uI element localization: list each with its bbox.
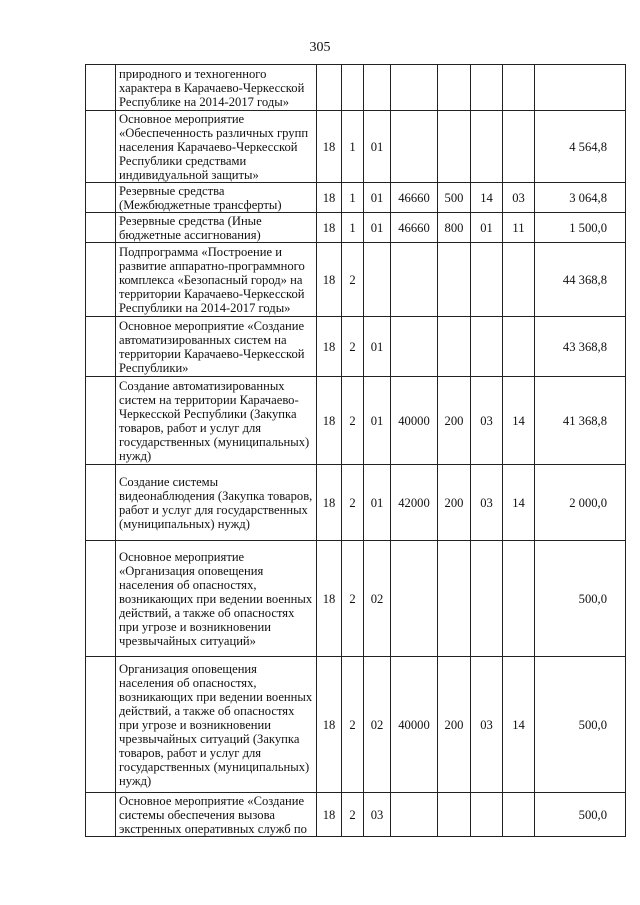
code-cell-c6: 01 xyxy=(471,213,503,243)
code-cell-c2: 2 xyxy=(342,465,364,541)
table-row xyxy=(86,243,626,317)
code-cell-c7: 14 xyxy=(503,657,535,793)
table-body xyxy=(86,65,626,837)
code-cell-c1 xyxy=(317,65,342,111)
code-cell-c5: 200 xyxy=(438,377,471,465)
description-cell: Основное мероприятие «Обеспеченность различных групп населения Карачаево-Черкесской Республики средствами индивидуальной защиты» xyxy=(116,111,317,183)
code-cell-c4 xyxy=(391,793,438,837)
code-cell-c2: 1 xyxy=(342,111,364,183)
amount-cell xyxy=(535,65,626,111)
code-cell-c4 xyxy=(391,541,438,657)
table-row xyxy=(86,377,626,465)
code-cell-c5 xyxy=(438,111,471,183)
row-number-cell xyxy=(86,243,116,317)
code-cell-c6 xyxy=(471,243,503,317)
amount-cell: 2 000,0 xyxy=(535,465,626,541)
code-cell-c6 xyxy=(471,541,503,657)
code-cell-c3: 02 xyxy=(364,541,391,657)
row-number-cell xyxy=(86,183,116,213)
code-cell-c6: 14 xyxy=(471,183,503,213)
code-cell-c2: 2 xyxy=(342,243,364,317)
amount-cell: 4 564,8 xyxy=(535,111,626,183)
table-row xyxy=(86,657,626,793)
code-cell-c1: 18 xyxy=(317,111,342,183)
row-number-cell xyxy=(86,65,116,111)
code-cell-c6: 03 xyxy=(471,377,503,465)
description-cell: природного и техногенного характера в Карачаево-Черкесской Республике на 2014-2017 годы» xyxy=(116,65,317,111)
code-cell-c7 xyxy=(503,65,535,111)
code-cell-c2: 2 xyxy=(342,793,364,837)
code-cell-c7 xyxy=(503,111,535,183)
code-cell-c5: 800 xyxy=(438,213,471,243)
code-cell-c1: 18 xyxy=(317,183,342,213)
code-cell-c5: 200 xyxy=(438,465,471,541)
code-cell-c3: 03 xyxy=(364,793,391,837)
code-cell-c4: 42000 xyxy=(391,465,438,541)
code-cell-c5 xyxy=(438,541,471,657)
description-cell: Организация оповещения населения об опасностях, возникающих при ведении военных действий, а также об опасностях при угрозе и возникновении чрезвычайных ситуаций (Закупка товаров, работ и услуг для государственных (муниципальных) нужд) xyxy=(116,657,317,793)
code-cell-c7 xyxy=(503,793,535,837)
code-cell-c4 xyxy=(391,111,438,183)
description-cell: Подпрограмма «Построение и развитие аппаратно-программного комплекса «Безопасный город» на территории Карачаево-Черкесской Республики на 2014-2017 годы» xyxy=(116,243,317,317)
code-cell-c3: 01 xyxy=(364,377,391,465)
table-row xyxy=(86,541,626,657)
code-cell-c3: 02 xyxy=(364,657,391,793)
row-number-cell xyxy=(86,541,116,657)
budget-table xyxy=(85,64,626,837)
table-row xyxy=(86,793,626,837)
table-row xyxy=(86,183,626,213)
amount-cell: 1 500,0 xyxy=(535,213,626,243)
row-number-cell xyxy=(86,317,116,377)
code-cell-c1: 18 xyxy=(317,213,342,243)
description-cell: Основное мероприятие «Создание автоматизированных систем на территории Карачаево-Черкесской Республики» xyxy=(116,317,317,377)
code-cell-c7 xyxy=(503,317,535,377)
code-cell-c2: 1 xyxy=(342,183,364,213)
amount-cell: 44 368,8 xyxy=(535,243,626,317)
code-cell-c6: 03 xyxy=(471,465,503,541)
amount-cell: 500,0 xyxy=(535,657,626,793)
table-row xyxy=(86,465,626,541)
code-cell-c1: 18 xyxy=(317,541,342,657)
amount-cell: 3 064,8 xyxy=(535,183,626,213)
description-cell: Основное мероприятие «Создание системы обеспечения вызова экстренных оперативных служб по xyxy=(116,793,317,837)
code-cell-c1: 18 xyxy=(317,657,342,793)
code-cell-c7: 03 xyxy=(503,183,535,213)
description-cell: Создание системы видеонаблюдения (Закупка товаров, работ и услуг для государственных (муниципальных) нужд) xyxy=(116,465,317,541)
code-cell-c7 xyxy=(503,243,535,317)
code-cell-c2: 2 xyxy=(342,541,364,657)
code-cell-c4: 40000 xyxy=(391,657,438,793)
code-cell-c6 xyxy=(471,793,503,837)
code-cell-c4 xyxy=(391,243,438,317)
description-cell: Резервные средства (Межбюджетные трансферты) xyxy=(116,183,317,213)
code-cell-c2: 2 xyxy=(342,657,364,793)
code-cell-c7 xyxy=(503,541,535,657)
amount-cell: 500,0 xyxy=(535,793,626,837)
code-cell-c5 xyxy=(438,65,471,111)
code-cell-c4 xyxy=(391,65,438,111)
row-number-cell xyxy=(86,111,116,183)
code-cell-c4: 40000 xyxy=(391,377,438,465)
code-cell-c3: 01 xyxy=(364,183,391,213)
code-cell-c3 xyxy=(364,243,391,317)
code-cell-c3: 01 xyxy=(364,213,391,243)
code-cell-c2 xyxy=(342,65,364,111)
code-cell-c6 xyxy=(471,111,503,183)
code-cell-c5: 500 xyxy=(438,183,471,213)
code-cell-c3: 01 xyxy=(364,465,391,541)
code-cell-c2: 2 xyxy=(342,317,364,377)
row-number-cell xyxy=(86,465,116,541)
code-cell-c5 xyxy=(438,243,471,317)
row-number-cell xyxy=(86,377,116,465)
table-row xyxy=(86,65,626,111)
code-cell-c1: 18 xyxy=(317,317,342,377)
code-cell-c5: 200 xyxy=(438,657,471,793)
code-cell-c1: 18 xyxy=(317,243,342,317)
code-cell-c2: 2 xyxy=(342,377,364,465)
code-cell-c7: 14 xyxy=(503,377,535,465)
table-row xyxy=(86,317,626,377)
code-cell-c6 xyxy=(471,317,503,377)
code-cell-c3: 01 xyxy=(364,317,391,377)
code-cell-c4: 46660 xyxy=(391,183,438,213)
page-number: 305 xyxy=(309,40,331,55)
code-cell-c1: 18 xyxy=(317,465,342,541)
description-cell: Резервные средства (Иные бюджетные ассигнования) xyxy=(116,213,317,243)
code-cell-c7: 11 xyxy=(503,213,535,243)
row-number-cell xyxy=(86,657,116,793)
code-cell-c2: 1 xyxy=(342,213,364,243)
description-cell: Основное мероприятие «Организация оповещения населения об опасностях, возникающих при ведении военных действий, а также об опасностях при угрозе и возникновении чрезвычайных ситуаций» xyxy=(116,541,317,657)
code-cell-c3 xyxy=(364,65,391,111)
amount-cell: 41 368,8 xyxy=(535,377,626,465)
code-cell-c3: 01 xyxy=(364,111,391,183)
row-number-cell xyxy=(86,213,116,243)
code-cell-c4 xyxy=(391,317,438,377)
row-number-cell xyxy=(86,793,116,837)
description-cell: Создание автоматизированных систем на территории Карачаево-Черкесской Республики (Закупка товаров, работ и услуг для государственных (муниципальных) нужд) xyxy=(116,377,317,465)
amount-cell: 500,0 xyxy=(535,541,626,657)
code-cell-c7: 14 xyxy=(503,465,535,541)
table-row xyxy=(86,111,626,183)
code-cell-c5 xyxy=(438,317,471,377)
code-cell-c5 xyxy=(438,793,471,837)
code-cell-c1: 18 xyxy=(317,793,342,837)
amount-cell: 43 368,8 xyxy=(535,317,626,377)
code-cell-c1: 18 xyxy=(317,377,342,465)
code-cell-c6 xyxy=(471,65,503,111)
code-cell-c6: 03 xyxy=(471,657,503,793)
code-cell-c4: 46660 xyxy=(391,213,438,243)
table-row xyxy=(86,213,626,243)
